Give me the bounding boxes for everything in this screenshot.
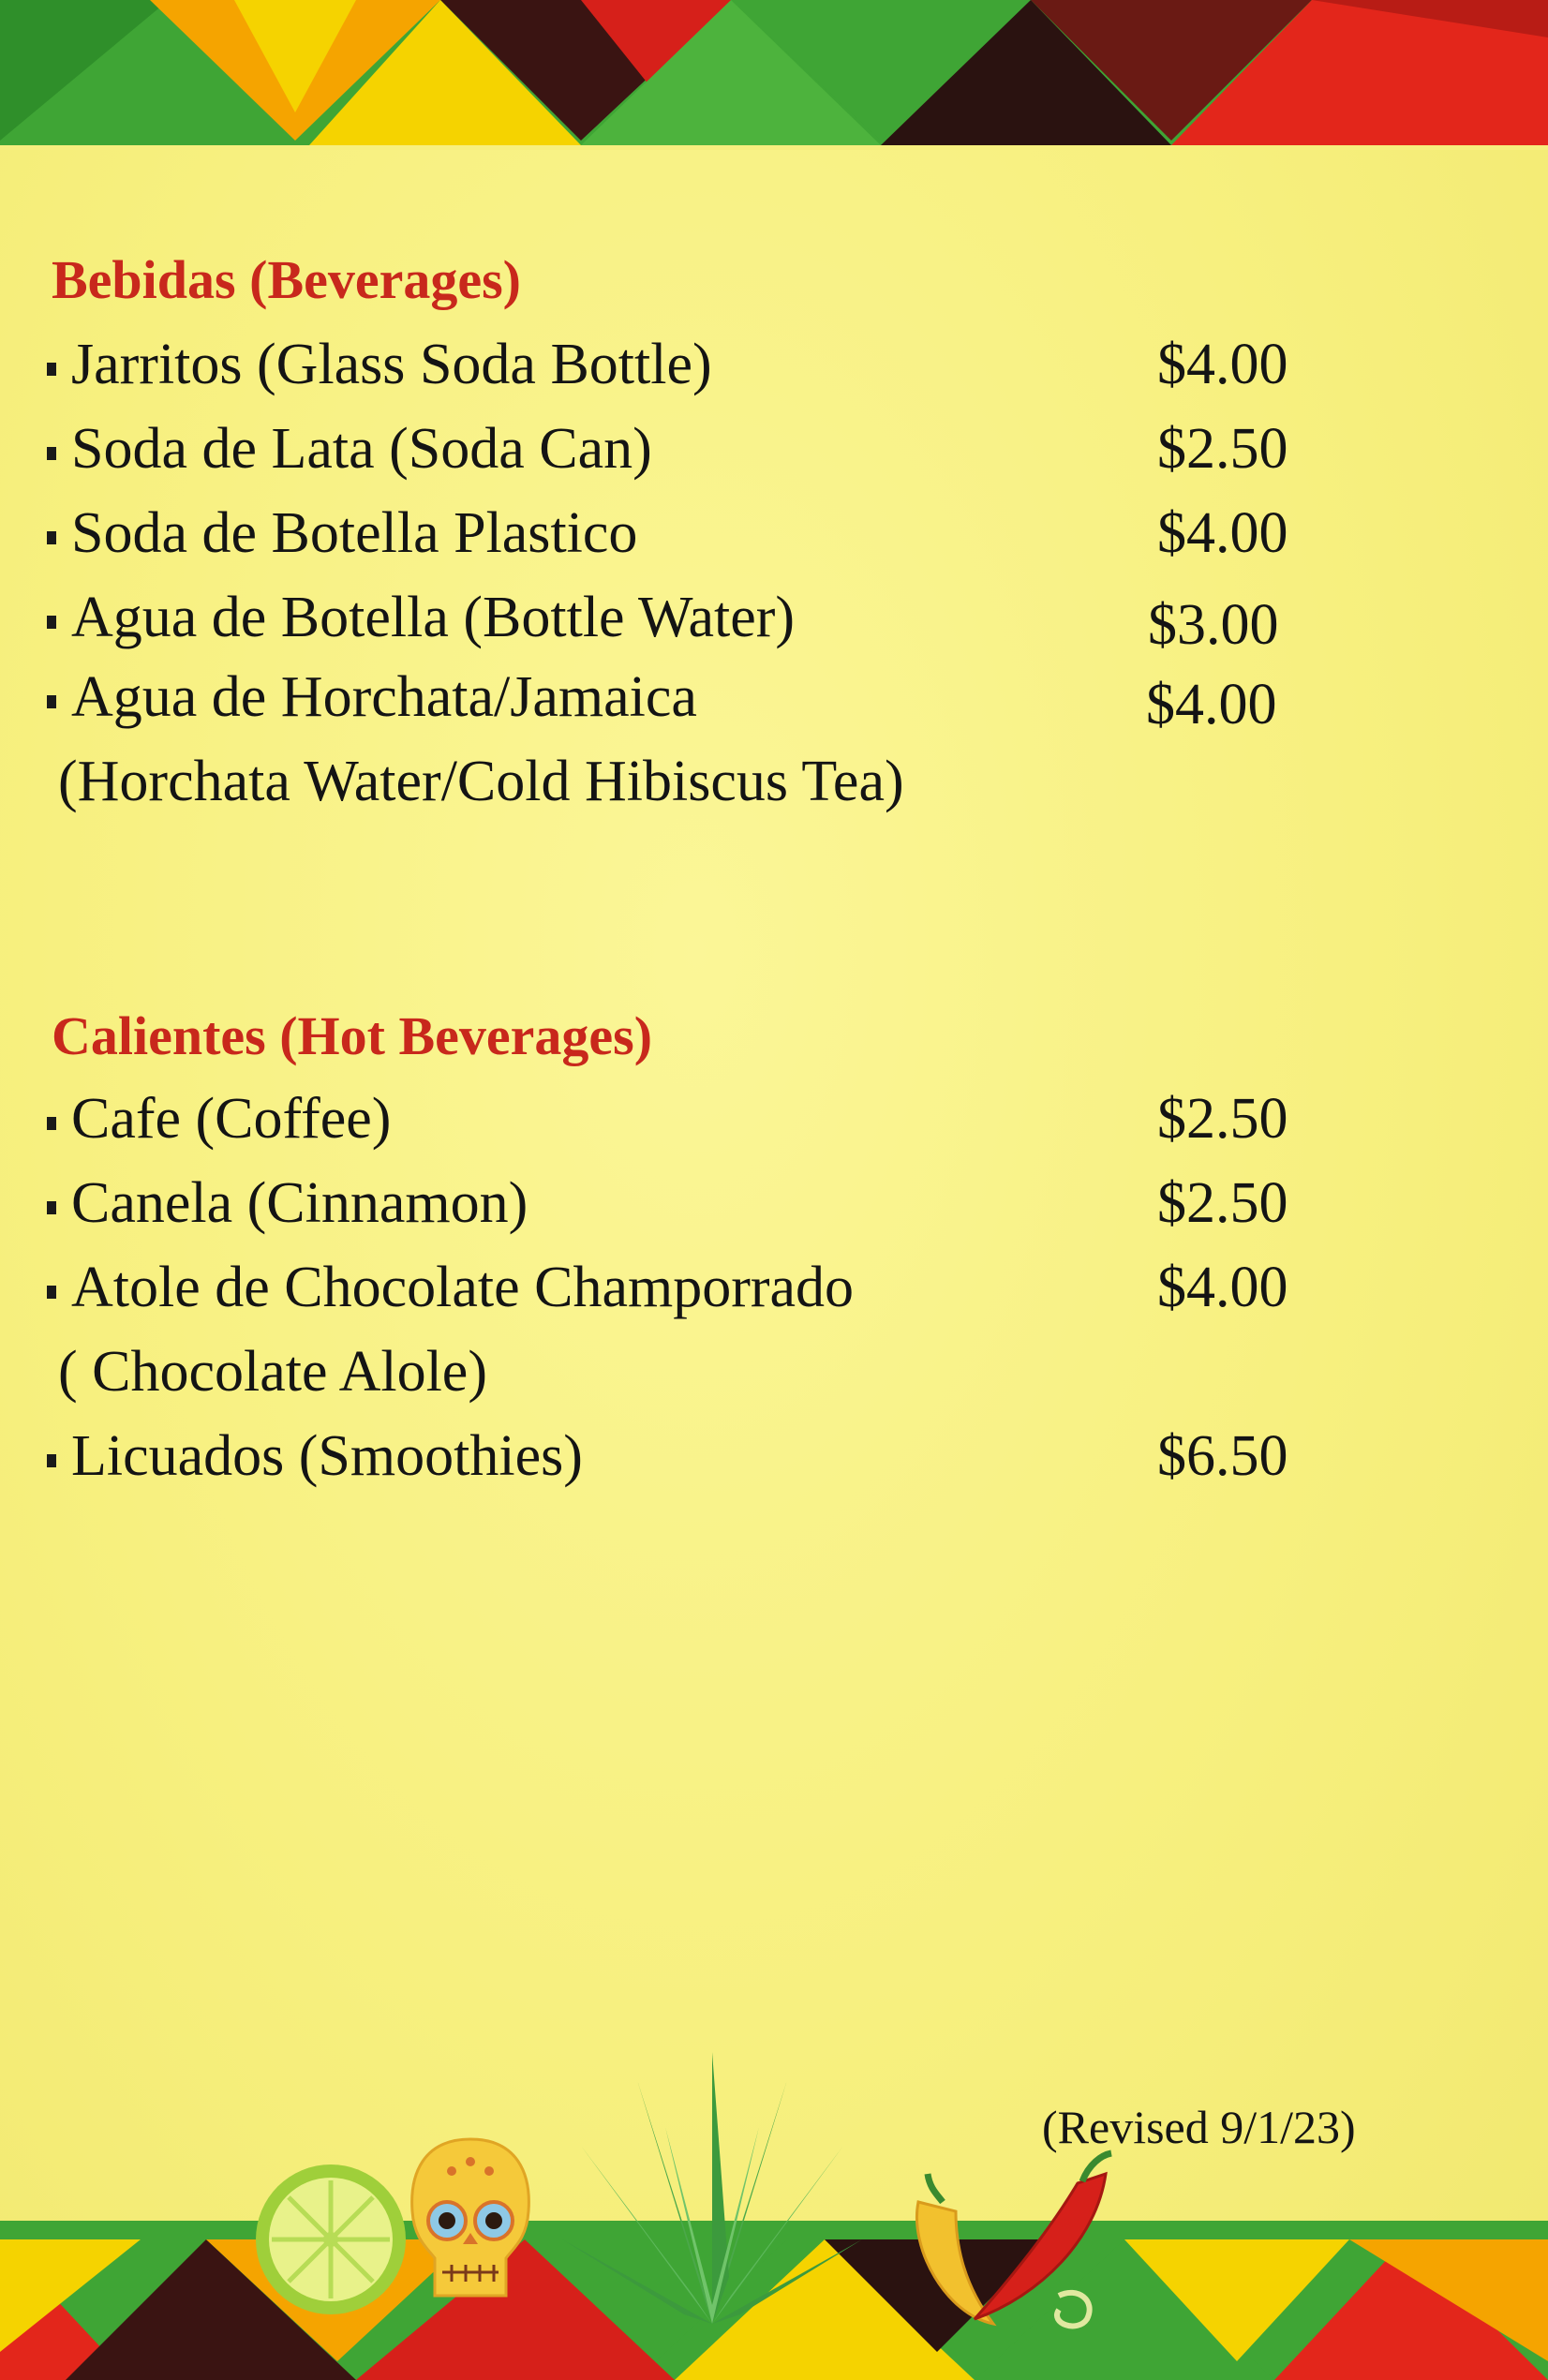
revised-date: (Revised 9/1/23) (1042, 2101, 1356, 2153)
item-name: Atole de Chocolate Champorrado (71, 1256, 855, 1319)
item-subtitle: (Horchata Water/Cold Hibiscus Tea) (58, 750, 904, 813)
bullet-icon (47, 1117, 56, 1130)
item-price: $4.00 (1157, 501, 1288, 565)
bullet-icon (47, 363, 56, 376)
item-name: Jarritos (Glass Soda Bottle) (71, 333, 712, 396)
item-price: $4.00 (1146, 673, 1277, 736)
item-name: Soda de Lata (Soda Can) (71, 417, 652, 481)
item-name: Licuados (Smoothies) (71, 1424, 583, 1488)
item-name: Canela (Cinnamon) (71, 1171, 528, 1235)
item-price: $3.00 (1148, 593, 1279, 657)
item-price: $2.50 (1157, 417, 1288, 481)
bullet-icon (47, 695, 56, 708)
item-name: Cafe (Coffee) (71, 1087, 392, 1151)
menu-item (37, 1256, 1312, 1321)
bullet-icon (47, 1286, 56, 1299)
item-price: $4.00 (1157, 333, 1288, 396)
menu-item (37, 665, 1312, 736)
bullet-icon (47, 616, 56, 629)
item-name: Agua de Botella (Bottle Water) (71, 586, 796, 649)
menu-item (37, 586, 1312, 657)
section-title-hot-beverages: Calientes (Hot Beverages) (52, 1005, 653, 1066)
bullet-icon (47, 447, 56, 460)
menu-item (37, 501, 1312, 567)
menu-item (37, 1171, 1312, 1237)
item-subtitle: ( Chocolate Alole) (58, 1340, 487, 1404)
bullet-icon (47, 1201, 56, 1214)
chili-pepper-icon (890, 2136, 1124, 2343)
item-name: Soda de Botella Plastico (71, 501, 638, 565)
top-border-pattern (0, 0, 1548, 150)
bullet-icon (47, 1454, 56, 1467)
sugar-skull-icon (405, 2132, 536, 2319)
menu-item (37, 417, 1312, 483)
item-price: $4.00 (1157, 1256, 1288, 1319)
section-title-beverages: Bebidas (Beverages) (52, 249, 521, 310)
lime-icon (251, 2160, 410, 2319)
menu-item (37, 1424, 1312, 1490)
item-price: $6.50 (1157, 1424, 1288, 1488)
menu-item (37, 1087, 1312, 1153)
bullet-icon (47, 531, 56, 544)
agave-icon (562, 2043, 862, 2333)
item-name: Agua de Horchata/Jamaica (71, 665, 697, 729)
item-price: $2.50 (1157, 1171, 1288, 1235)
item-price: $2.50 (1157, 1087, 1288, 1151)
menu-item (37, 333, 1312, 398)
